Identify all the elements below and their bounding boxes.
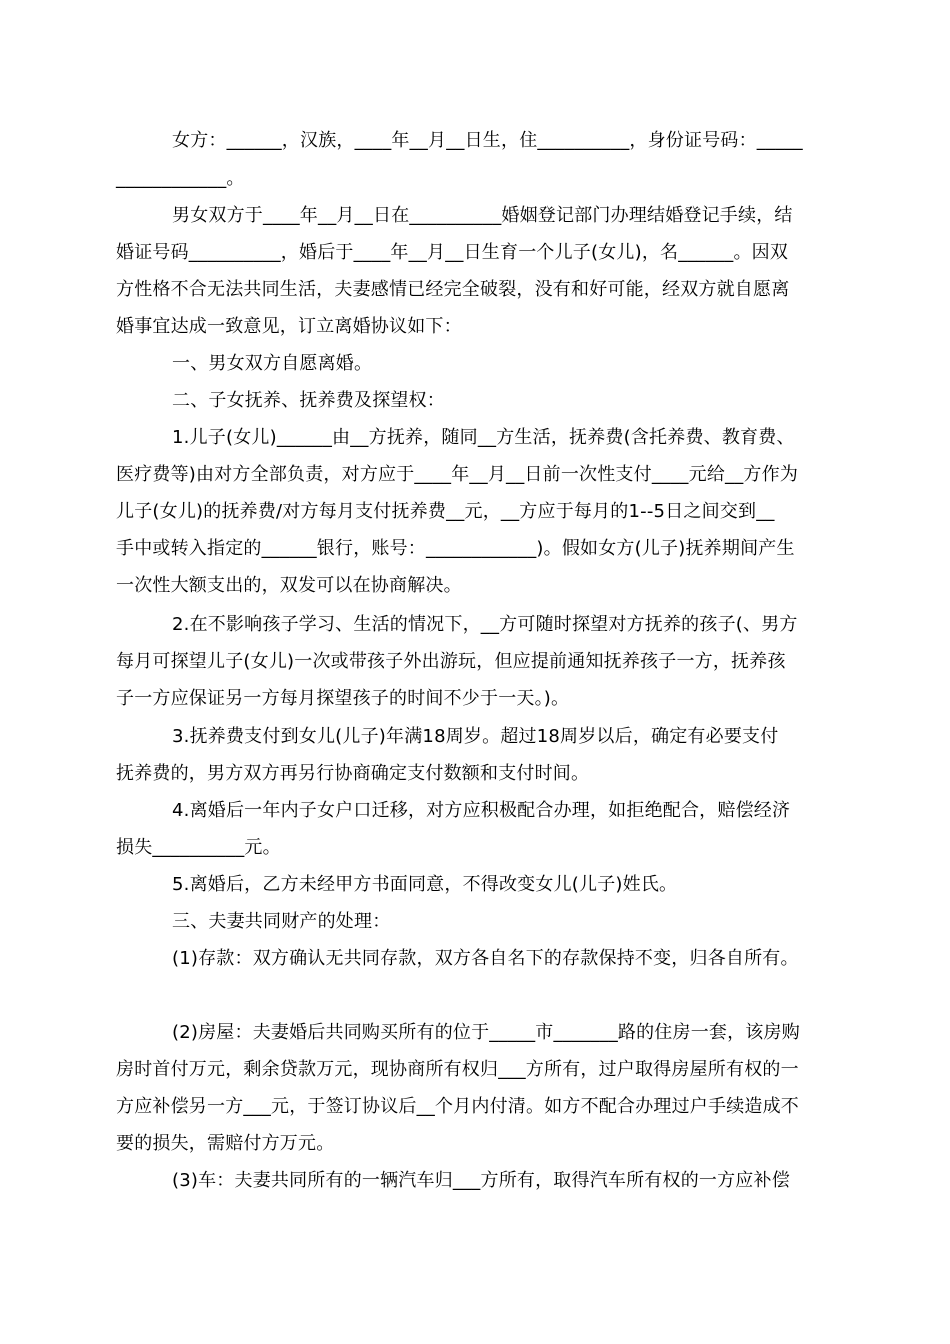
text-line: (3)车：夫妻共同所有的一辆汽车归___方所有，取得汽车所有权的一方应补偿 — [172, 1170, 790, 1191]
text-line: (1)存款：双方确认无共同存款，双方各自名下的存款保持不变，归各自所有。 — [172, 948, 799, 969]
text-line: 抚养费的，男方双方再另行协商确定支付数额和支付时间。 — [116, 763, 590, 784]
section-heading: 三、夫妻共同财产的处理： — [172, 911, 391, 932]
text-line: 方应补偿另一方___元，于签订协议后__个月内付清。如方不配合办理过户手续造成不 — [116, 1096, 799, 1117]
text-line: 医疗费等)由对方全部负责，对方应于____年__月__日前一次性支付____元给__方作为 — [116, 464, 799, 485]
text-line: 要的损失，需赔付方万元。 — [116, 1133, 335, 1154]
text-line: ____________。 — [116, 168, 245, 189]
text-line: 损失__________元。 — [116, 837, 281, 858]
text-line: 方性格不合无法共同生活，夫妻感情已经完全破裂，没有和好可能，经双方就自愿离 — [116, 279, 790, 300]
text-line: 女方：______，汉族，____年__月__日生，住__________，身份证号码：_____ — [172, 130, 803, 151]
text-line: 手中或转入指定的______银行，账号：____________)。假如女方(儿子)抚养期间产生 — [116, 538, 795, 559]
text-line: 儿子(女儿)的抚养费/对方每月支付抚养费__元，__方应于每月的1--5日之间交到__ — [116, 501, 775, 522]
text-line: 3.抚养费支付到女儿(儿子)年满18周岁。超过18周岁以后，确定有必要支付 — [172, 726, 779, 747]
text-line: 子一方应保证另一方每月探望孩子的时间不少于一天。)。 — [116, 688, 570, 709]
text-line: 婚证号码__________，婚后于____年__月__日生育一个儿子(女儿)，名______。因双 — [116, 242, 789, 263]
text-line: 1.儿子(女儿)______由__方抚养，随同__方生活，抚养费(含托养费、教育费、 — [172, 427, 795, 448]
text-line: 5.离婚后，乙方未经甲方书面同意，不得改变女儿(儿子)姓氏。 — [172, 874, 678, 895]
text-line: 2.在不影响孩子学习、生活的情况下，__方可随时探望对方抚养的孩子(、男方 — [172, 614, 798, 635]
text-line: 房时首付万元，剩余贷款万元，现协商所有权归___方所有，过户取得房屋所有权的一 — [116, 1059, 799, 1080]
text-line: 4.离婚后一年内子女户口迁移，对方应积极配合办理，如拒绝配合，赔偿经济 — [172, 800, 791, 821]
text-line: 婚事宜达成一致意见，订立离婚协议如下： — [116, 316, 462, 337]
section-heading: 二、子女抚养、抚养费及探望权： — [172, 390, 445, 411]
text-line: 每月可探望儿子(女儿)一次或带孩子外出游玩，但应提前通知抚养孩子一方，抚养孩 — [116, 651, 786, 672]
text-line: (2)房屋：夫妻婚后共同购买所有的位于_____市_______路的住房一套，该房购 — [172, 1022, 800, 1043]
section-heading: 一、男女双方自愿离婚。 — [172, 353, 373, 374]
text-line: 男女双方于____年__月__日在__________婚姻登记部门办理结婚登记手续，结 — [172, 205, 793, 226]
text-line: 一次性大额支出的，双发可以在协商解决。 — [116, 575, 462, 596]
